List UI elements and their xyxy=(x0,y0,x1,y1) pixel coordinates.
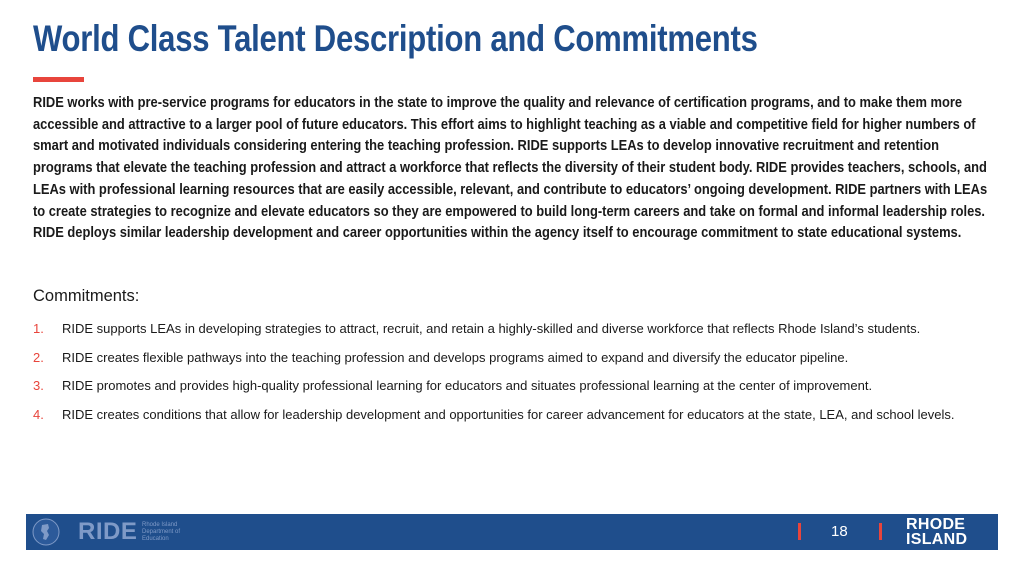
commitment-number: 4. xyxy=(33,406,44,422)
footer-divider xyxy=(798,523,801,540)
footer-bar xyxy=(26,514,998,550)
commitment-number: 3. xyxy=(33,378,44,393)
commitment-item xyxy=(33,318,1003,341)
commitment-item xyxy=(33,375,1003,398)
commitments-heading: Commitments: xyxy=(33,287,140,305)
footer-divider xyxy=(879,523,882,540)
commitment-text: RIDE creates conditions that allow for leadership development and opportunities for career advancement for educators at the state, LEA, and school levels. xyxy=(62,406,955,422)
page-number: 18 xyxy=(831,523,848,540)
commitment-number: 1. xyxy=(33,321,44,336)
commitment-text: RIDE supports LEAs in developing strategies to attract, recruit, and retain a highly-skilled and diverse workforce that reflects Rhode Island’s students. xyxy=(62,321,921,336)
commitment-number: 2. xyxy=(33,349,44,365)
rhode-island-seal-icon xyxy=(32,518,60,546)
commitment-item xyxy=(33,404,1003,427)
page-title: World Class Talent Description and Commitments xyxy=(33,18,758,59)
ride-logo-text: RIDE xyxy=(78,518,138,545)
commitment-item xyxy=(33,347,1003,370)
ride-tagline: Rhode Island Department of Education xyxy=(142,522,181,542)
intro-paragraph: RIDE works with pre-service programs for educators in the state to improve the quality and relevance of certification programs, and to make them more accessible and attractive to a larger pool of future educators. This effort aims to highlight teaching as a viable and competitive field for higher numbers of smart and motivated individuals considering entering the teaching profession. RIDE supports LEAs to develop innovative recruitment and retention programs that elevate the teaching profession and attract a workforce that reflects the diversity of their student body. RIDE provides teachers, schools, and LEAs with professional learning resources that are easily accessible, relevant, and contribute to educators’ ongoing development. RIDE partners with LEAs to create strategies to recognize and elevate educators so they are empowered to build long-term careers and take on formal and informal leadership roles. RIDE deploys similar leadership development and career opportunities within the agency itself to encourage commitment to state educational systems. xyxy=(33,94,988,242)
title-accent-bar xyxy=(33,77,84,82)
commitments-list xyxy=(33,318,1003,432)
commitment-text: RIDE promotes and provides high-quality professional learning for educators and situates professional learning at the center of improvement. xyxy=(62,378,873,393)
rhode-island-logo-line: ISLAND xyxy=(906,531,968,548)
commitment-text: RIDE creates flexible pathways into the teaching profession and develops programs aimed to expand and diversify the educator pipeline. xyxy=(62,349,849,365)
rhode-island-logo-line: RHODE xyxy=(906,516,966,533)
rhode-island-logo xyxy=(906,517,967,547)
